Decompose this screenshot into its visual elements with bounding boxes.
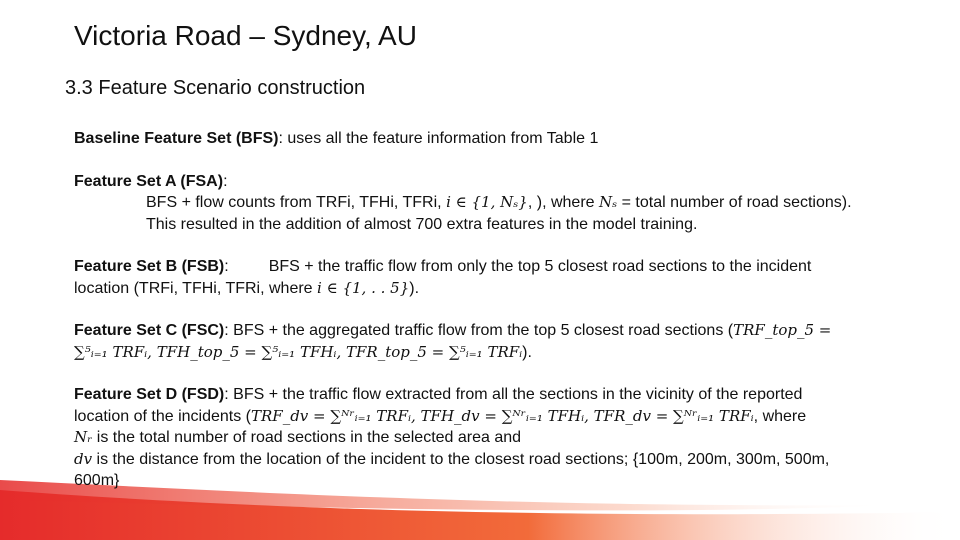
fsa-line1-pre: BFS + flow counts from TRFi, TFHi, TFRi,: [146, 194, 447, 211]
fsc-line2-post: ).: [522, 343, 532, 361]
bfs-block: [74, 128, 944, 150]
fsd-line4-math: dv: [74, 449, 93, 468]
fsd-line1-text: : BFS + the traffic flow extracted from all the sections in the vicinity of the reported: [224, 386, 803, 403]
fsa-label: Feature Set A (FSA): [74, 172, 224, 190]
fsd-line4-text: is the distance from the location of the incident to the closest road sections; {100m, 200m, 300m, 500m,: [92, 450, 830, 468]
slide-content: [74, 128, 944, 513]
fsb-line2-pre: location (TRFi, TFHi, TFRi, where: [74, 279, 318, 297]
fsb-block: [74, 256, 944, 299]
slide-title: Victoria Road – Sydney, AU: [74, 20, 417, 51]
fsd-line2-pre: location of the incidents (: [74, 407, 251, 425]
fsa-block: [74, 171, 944, 236]
fsd-label: Feature Set D (FSD): [74, 386, 225, 403]
fsd-block: [74, 384, 944, 492]
fsb-line2-math: i ∈ {1, . . 5}: [317, 278, 410, 297]
fsb-line2-post: ).: [409, 279, 420, 297]
fsa-line1-mid: , ), where: [527, 194, 599, 211]
fsc-label: Feature Set C (FSC): [74, 322, 225, 339]
fsc-line2-math: ∑⁵ᵢ₌₁ TRFᵢ, TFH_top_5 = ∑⁵ᵢ₌₁ TFHᵢ, TFR_top_5 = ∑⁵ᵢ₌₁ TRFᵢ: [74, 342, 523, 361]
section-heading: 3.3 Feature Scenario construction: [65, 77, 366, 99]
fsc-line1-text: : BFS + the aggregated traffic flow from the top 5 closest road sections (: [224, 322, 734, 339]
fsa-colon: :: [223, 172, 228, 190]
fsa-line1-math: i ∈ {1, Nₛ}: [446, 193, 528, 211]
fsa-line1-post: = total number of road sections).: [617, 194, 852, 211]
fsb-colon: :: [224, 258, 229, 275]
fsd-line3-math: Nᵣ: [74, 428, 93, 446]
fsd-line3-text: is the total number of road sections in the selected area and: [92, 429, 522, 446]
fsb-line1: BFS + the traffic flow from only the top 5 closest road sections to the incident: [268, 258, 812, 275]
bfs-text: : uses all the feature information from Table 1: [278, 130, 599, 147]
fsd-line2-math: TRF_dv = ∑ᴺʳᵢ₌₁ TRFᵢ, TFH_dv = ∑ᴺʳᵢ₌₁ TFHᵢ, TFR_dv = ∑ᴺʳᵢ₌₁ TRFᵢ: [251, 406, 754, 425]
fsc-block: [74, 320, 944, 363]
bfs-label: Baseline Feature Set (BFS): [74, 130, 279, 147]
fsa-line1-math2: Nₛ: [599, 193, 618, 211]
fsd-line2-post: , where: [753, 407, 807, 425]
fsb-label: Feature Set B (FSB): [74, 258, 225, 275]
fsc-line1-math: TRF_top_5 =: [733, 321, 832, 339]
fsa-line2: This resulted in the addition of almost 700 extra features in the model training.: [146, 215, 698, 233]
fsd-line5: 600m}: [74, 472, 120, 489]
